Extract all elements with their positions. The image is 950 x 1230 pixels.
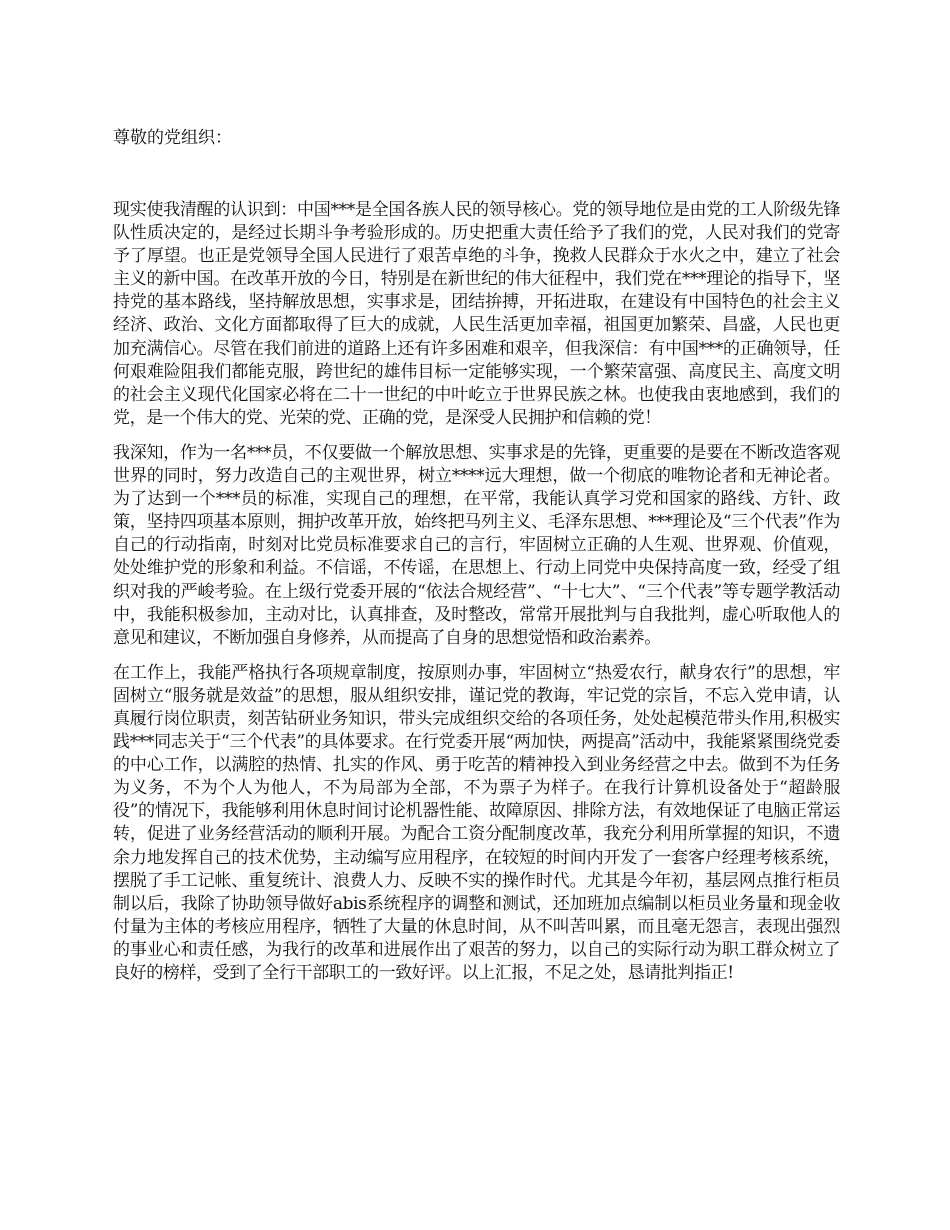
paragraph-3: 在工作上，我能严格执行各项规章制度，按原则办事，牢固树立“热爱农行，献身农行”的思想，牢固树立“服务就是效益”的思想，服从组织安排，谨记党的教诲，牢记党的宗旨，不忘入党申请，认真履行岗位职责，刻苦钻研业务知识，带头完成组织交给的各项任务，处处起模范带头作用,积极实践***同志关于“三个代表”的具体要求。在行党委开展“两加快，两提高”活动中，我能紧紧围绕党委的中心工作，以满腔的热情、扎实的作风、勇于吃苦的精神投入到业务经营之中去。做到不为任务为义务，不为个人为他人，不为局部为全部，不为票子为样子。在我行计算机设备处于“超龄服役”的情况下，我能够利用休息时间讨论机器性能、故障原因、排除方法，有效地保证了电脑正常运转，促进了业务经营活动的顺利开展。为配合工资分配制度改革，我充分利用所掌握的知识，不遗余力地发挥自己的技术优势，主动编写应用程序，在较短的时间内开发了一套客户经理考核系统，摆脱了手工记帐、重复统计、浪费人力、反映不实的操作时代。尤其是今年初，基层网点推行柜员制以后，我除了协助领导做好abis系统程序的调整和测试，还加班加点编制以柜员业务量和现金收付量为主体的考核应用程序，牺牲了大量的休息时间，从不叫苦叫累，而且毫无怨言，表现出强烈的事业心和责任感，为我行的改革和进展作出了艰苦的努力，以自己的实际行动为职工群众树立了良好的榜样，受到了全行干部职工的一致好评。以上汇报，不足之处，恳请批判指正!: [113, 662, 840, 983]
letter-body: [113, 199, 840, 997]
paragraph-1: 现实使我清醒的认识到：中国***是全国各族人民的领导核心。党的领导地位是由党的工人阶级先锋队性质决定的，是经过长期斗争考验形成的。历史把重大责任给予了我们的党，人民对我们的党寄予了厚望。也正是党领导全国人民进行了艰苦卓绝的斗争，挽救人民群众于水火之中，建立了社会主义的新中国。在改革开放的今日，特别是在新世纪的伟大征程中，我们党在***理论的指导下，坚持党的基本路线，坚持解放思想，实事求是，团结拚搏，开拓进取，在建设有中国特色的社会主义经济、政治、文化方面都取得了巨大的成就，人民生活更加幸福，祖国更加繁荣、昌盛，人民也更加充满信心。尽管在我们前进的道路上还有许多困难和艰辛，但我深信：有中国***的正确领导，任何艰难险阻我们都能克服，跨世纪的雄伟目标一定能够实现，一个繁荣富强、高度民主、高度文明的社会主义现代化国家必将在二十一世纪的中叶屹立于世界民族之林。也使我由衷地感到，我们的党，是一个伟大的党、光荣的党、正确的党，是深受人民拥护和信赖的党！: [113, 200, 840, 428]
paragraph-2: 我深知，作为一名***员，不仅要做一个解放思想、实事求是的先锋，更重要的是要在不断改造客观世界的同时，努力改造自己的主观世界，树立****远大理想，做一个彻底的唯物论者和无神论者。为了达到一个***员的标准，实现自己的理想，在平常，我能认真学习党和国家的路线、方针、政策，坚持四项基本原则，拥护改革开放，始终把马列主义、毛泽东思想、***理论及“三个代表”作为自己的行动指南，时刻对比党员标准要求自己的言行，牢固树立正确的人生观、世界观、价值观，处处维护党的形象和利益。不信谣，不传谣，在思想上、行动上同党中央保持高度一致，经受了组织对我的严峻考验。在上级行党委开展的“依法合规经营”、“十七大”、“三个代表”等专题学教活动中，我能积极参加，主动对比，认真排查，及时整改，常常开展批判与自我批判，虚心听取他人的意见和建议，不断加强自身修养，从而提高了自身的思想觉悟和政治素养。: [113, 442, 840, 648]
salutation: 尊敬的党组织：: [113, 128, 232, 148]
